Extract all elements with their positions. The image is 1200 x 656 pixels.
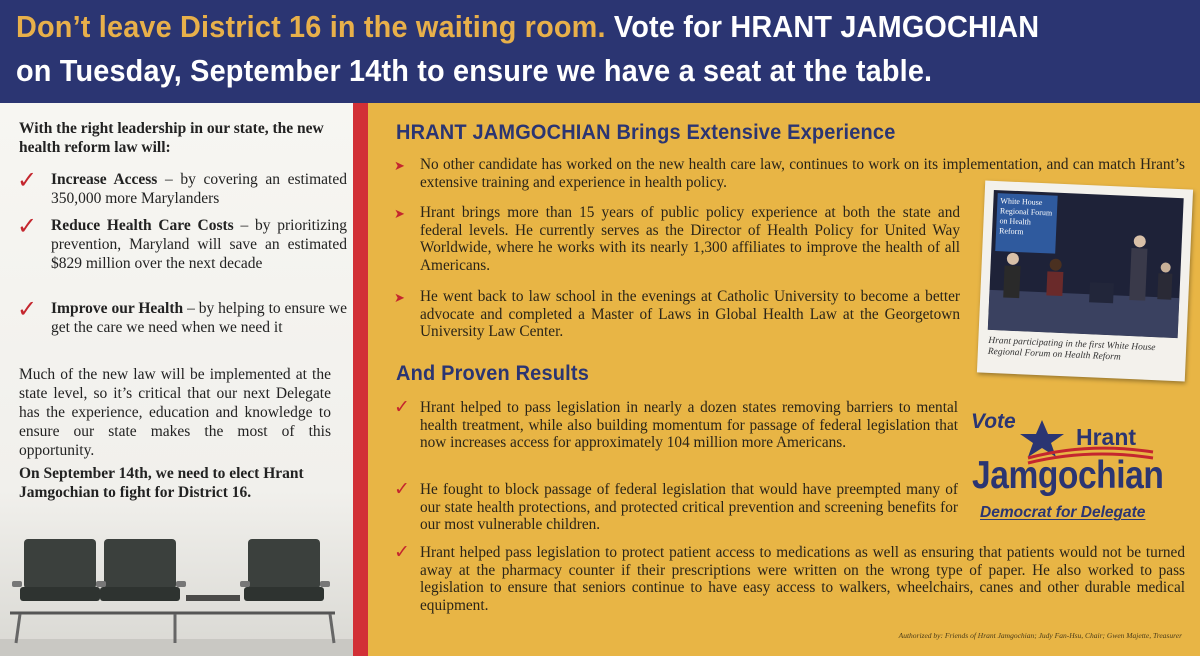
benefit-detail: – by covering an estimated 350,000 more Marylanders	[51, 171, 347, 207]
results-heading: And Proven Results	[396, 362, 589, 385]
forum-photo	[977, 181, 1193, 382]
benefit-title: Increase Access	[51, 171, 158, 188]
arrow-bullet-icon: ➤	[394, 207, 405, 222]
benefit-detail: – by helping to ensure we get the care we need when we need it	[51, 300, 347, 336]
check-icon: ✓	[394, 541, 410, 563]
campaign-logo	[968, 408, 1193, 528]
left-intro: With the right leadership in our state, the new health reform law will:	[19, 120, 324, 156]
logo-first-name: Hrant	[1076, 424, 1137, 450]
check-icon: ✓	[17, 166, 38, 194]
forum-scene	[988, 190, 1184, 338]
experience-text: Hrant brings more than 15 years of public policy experience at both the state and federal levels. He currently serves as the Director of Health Policy for United Way Worldwide, where he works with its nearly 1,300 affiliates to improve the health of all Americans.	[420, 204, 960, 274]
headline-banner	[0, 0, 1200, 103]
benefit-detail: – by prioritizing prevention, Maryland will save an estimated $829 million over the next decade	[51, 217, 347, 272]
benefit-text	[51, 216, 347, 273]
logo-last-name: Jamgochian	[972, 454, 1164, 497]
headline-line-2: on Tuesday, September 14th to ensure we have a seat at the table.	[16, 53, 933, 88]
authorized-by: Authorized by: Friends of Hrant Jamgochian; Judy Fan-Hsu, Chair; Gwen Majette, Treasurer	[898, 631, 1182, 640]
benefit-text	[51, 299, 347, 337]
left-paragraph: Much of the new law will be implemented at the state level, so it’s critical that our next Delegate has the experience, education and knowledge to ensure our state makes the most of this opportunity.	[19, 366, 331, 459]
left-panel	[0, 103, 353, 656]
result-text: Hrant helped pass legislation to protect patient access to medications as well as ensuring that patients would not be turned away at the pharmacy counter if their prescriptions were written on the wrong type of paper. He also worked to pass legislation to ensure that seniors continue to have easy access to walkers, wheelchairs, canes and other durable medical equipment.	[420, 544, 1185, 614]
experience-text: He went back to law school in the evenings at Catholic University to become a better advocate and completed a Master of Laws in Global Health Law at the Georgetown University Law Center.	[420, 288, 960, 340]
benefit-text	[51, 170, 347, 208]
check-icon: ✓	[17, 295, 38, 323]
right-panel	[368, 103, 1200, 656]
logo-vote: Vote	[971, 410, 1016, 433]
check-icon: ✓	[394, 396, 410, 418]
benefit-title: Reduce Health Care Costs	[51, 217, 234, 234]
result-text: Hrant helped to pass legislation in nearly a dozen states removing barriers to mental health treatment, while also building momentum for passage of federal legislation that now increases access for approximately 104 million more Americans.	[420, 399, 958, 451]
logo-subtitle: Democrat for Delegate	[980, 504, 1146, 521]
benefit-title: Improve our Health	[51, 300, 184, 317]
forum-sign-text: White House Regional Forum on Health Reform	[998, 196, 1053, 237]
check-icon: ✓	[17, 212, 38, 240]
experience-heading: HRANT JAMGOCHIAN Brings Extensive Experience	[396, 121, 896, 144]
red-divider	[353, 103, 368, 656]
result-text: He fought to block passage of federal legislation that would have preempted many of our state health protections, and protected critical prevention and screening benefits for our most vulnerable children.	[420, 481, 958, 533]
waiting-room-chairs-image	[0, 521, 353, 656]
photo-caption: Hrant participating in the first White House Regional Forum on Health Reform	[987, 335, 1156, 363]
left-closing: On September 14th, we need to elect Hrant Jamgochian to fight for District 16.	[19, 465, 304, 501]
arrow-bullet-icon: ➤	[394, 159, 405, 174]
headline-tagline: Don’t leave District 16 in the waiting room.	[16, 9, 606, 44]
headline-vote: Vote for HRANT JAMGOCHIAN	[613, 9, 1040, 44]
experience-text: No other candidate has worked on the new health care law, continues to work on its implementation, and can match Hrant’s extensive training and experience in health policy.	[420, 156, 1185, 191]
forum-photo-image	[988, 190, 1184, 338]
headline-line-1	[16, 5, 1102, 49]
check-icon: ✓	[394, 478, 410, 500]
arrow-bullet-icon: ➤	[394, 291, 405, 306]
